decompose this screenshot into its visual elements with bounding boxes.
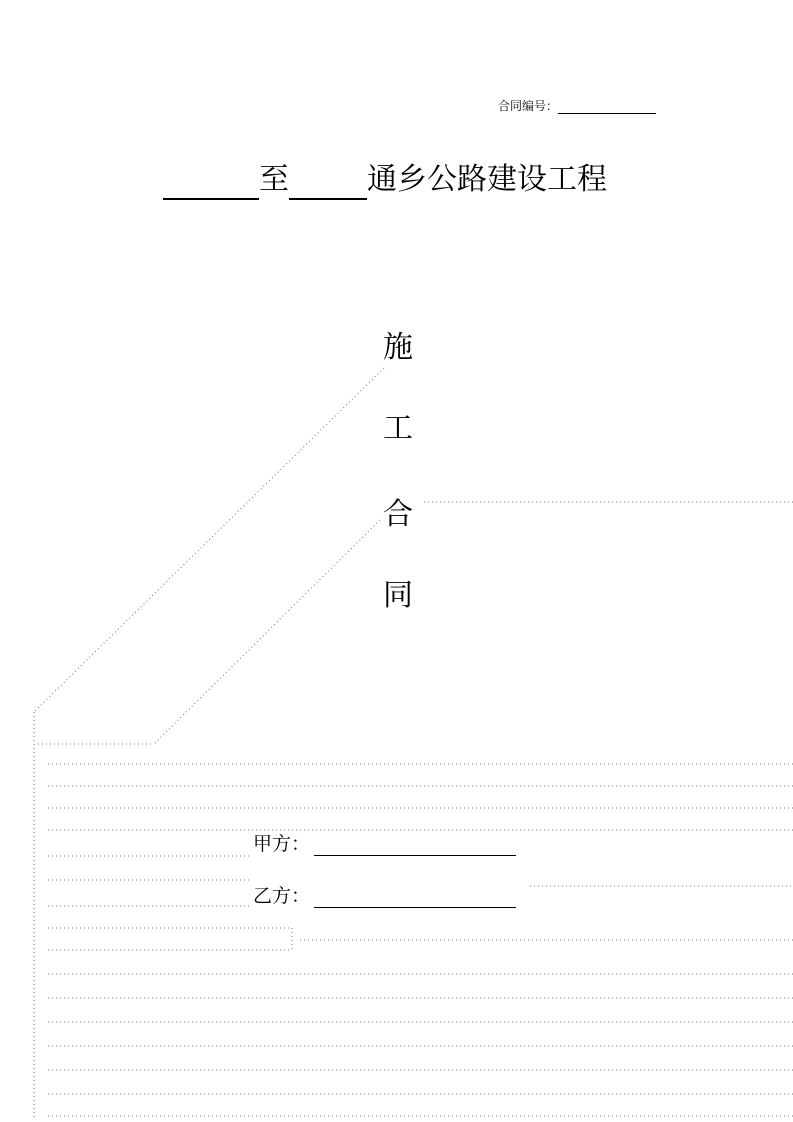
party-a-blank	[314, 837, 516, 856]
doc-type-char-4: 同	[383, 578, 413, 613]
doc-type-char-2: 工	[383, 411, 413, 446]
contract-number-line	[498, 98, 656, 114]
party-a-line	[253, 832, 516, 856]
party-a-label: 甲方：	[253, 833, 311, 855]
contract-number-label: 合同编号：	[498, 99, 559, 113]
contract-number-blank	[558, 100, 656, 114]
party-b-label: 乙方：	[253, 885, 311, 907]
doc-type-char-1: 施	[383, 330, 413, 365]
party-b-line	[253, 884, 516, 908]
party-b-blank	[314, 889, 516, 908]
project-title	[163, 160, 607, 200]
title-project-name: 通乡公路建设工程	[367, 162, 607, 197]
title-blank-to	[289, 166, 367, 200]
title-blank-from	[163, 166, 259, 200]
title-to-word: 至	[259, 162, 289, 197]
doc-type-char-3: 合	[383, 497, 413, 532]
